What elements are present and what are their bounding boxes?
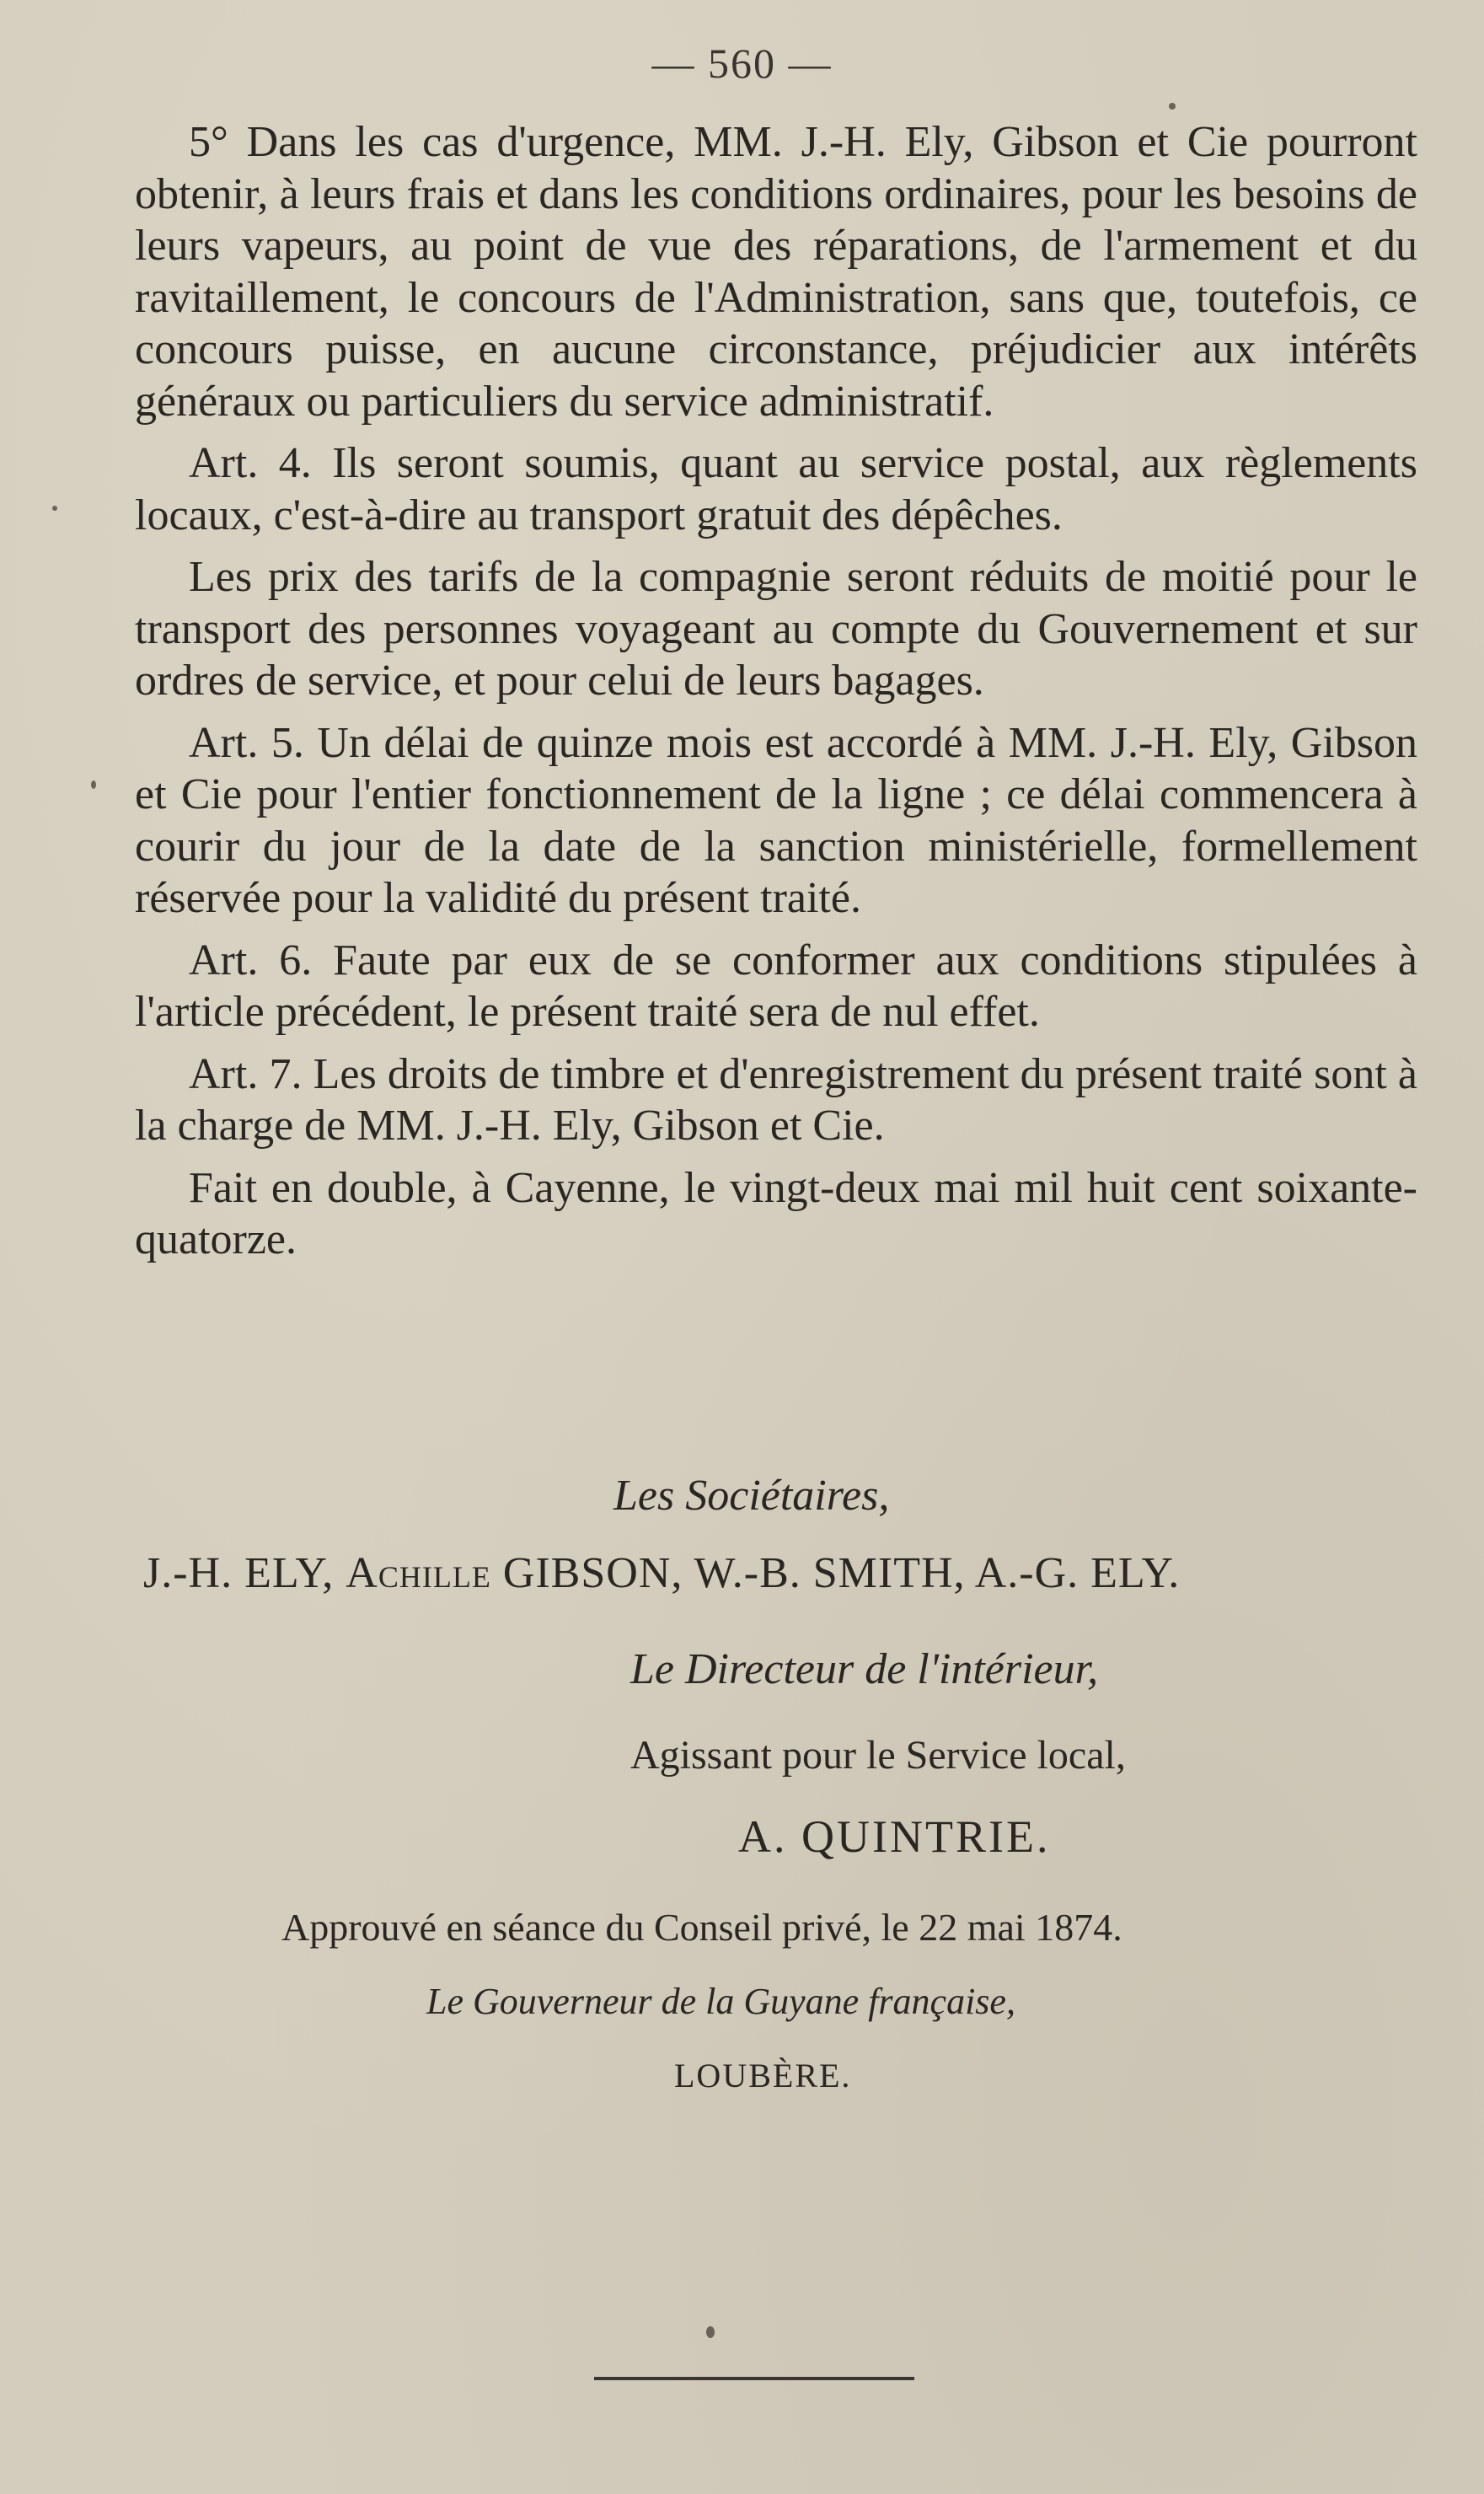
page-number: — 560 — [651, 40, 833, 87]
paragraph-art-5: Art. 5. Un délai de quinze mois est accordé à MM. J.-H. Ely, Gibson et Cie pour l'entier fonctionnement de la ligne ; ce délai commencera à courir du jour de la date de la sanction ministérielle, formellement réservée pour la validité du présent traité. [135, 718, 1417, 922]
signatory-achille: Achille [346, 1549, 491, 1597]
signatory-wb-smith: W.-B. SMITH, [694, 1549, 966, 1597]
signatory-jh-ely: J.-H. ELY, [143, 1549, 335, 1597]
approval-line: Approuvé en séance du Conseil privé, le 22 mai 1874. [281, 1906, 1122, 1949]
paragraph-urgence: 5° Dans les cas d'urgence, MM. J.-H. Ely, Gibson et Cie pourront obtenir, à leurs frais et dans les conditions ordinaires, pour les besoins de leurs vapeurs, au point de vue des réparations, de l'armement et du ravitaillement, le concours de l'Administration, sans que, toutefois, ce concours puisse, en aucune circonstance, préjudicier aux intérêts généraux ou particuliers du service administratif. [135, 118, 1417, 426]
paper-speck [706, 2326, 715, 2338]
societaires-heading: Les Sociétaires, [613, 1472, 890, 1520]
paragraph-art-4: Art. 4. Ils seront soumis, quant au service postal, aux règlements locaux, c'est-à-dire au transport gratuit des dépêches. [135, 439, 1417, 539]
paragraph-fait: Fait en double, à Cayenne, le vingt-deux mai mil huit cent soixante-quatorze. [135, 1163, 1417, 1263]
body-text [135, 116, 1417, 1276]
directeur-role: Agissant pour le Service local, [630, 1733, 1126, 1778]
directeur-title: Le Directeur de l'intérieur, [630, 1645, 1099, 1693]
signatory-ag-ely: A.-G. ELY. [974, 1549, 1181, 1597]
gouverneur-name: LOUBÈRE. [674, 2057, 852, 2094]
gouverneur-title: Le Gouverneur de la Guyane française, [426, 1981, 1015, 2022]
paragraph-art-6: Art. 6. Faute par eux de se conformer aux conditions stipulées à l'article précédent, le présent traité sera de nul effet. [135, 936, 1417, 1036]
footer-rule [594, 2377, 914, 2380]
paper-speck [91, 780, 96, 789]
paragraph-art-7: Art. 7. Les droits de timbre et d'enregistrement du présent traité sont à la charge de MM. J.-H. Ely, Gibson et Cie. [135, 1049, 1417, 1150]
paragraph-tarifs: Les prix des tarifs de la compagnie seront réduits de moitié pour le transport des personnes voyageant au compte du Gouvernement et sur ordres de service, et pour celui de leurs bagages. [135, 553, 1417, 705]
paper-speck [1169, 103, 1176, 110]
societaires-names [143, 1547, 1180, 1600]
directeur-name: A. QUINTRIE. [738, 1811, 1051, 1862]
paper-speck [52, 506, 57, 511]
signatory-gibson: GIBSON, [502, 1549, 683, 1597]
